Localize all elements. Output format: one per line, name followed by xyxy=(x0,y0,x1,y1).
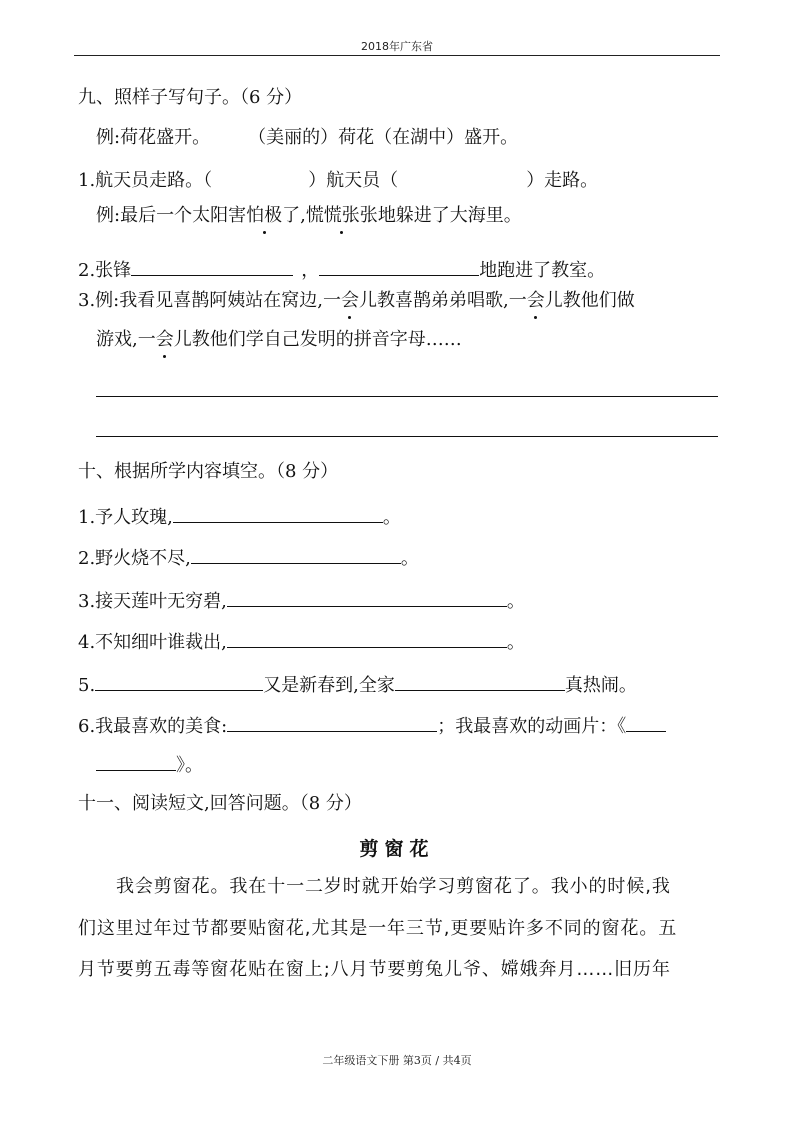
answer-blank-9-2b[interactable] xyxy=(319,255,479,276)
section-11-heading: 十一、阅读短文,回答问题。（8 分） xyxy=(78,793,362,814)
example-1-rewritten: （美丽的）荷花（在湖中）盛开。 xyxy=(248,127,519,148)
answer-blank-9-2a[interactable] xyxy=(131,255,293,276)
example-1-prefix: 例:荷花盛开。 xyxy=(96,127,211,148)
question-9-3-text-d: 游戏, xyxy=(96,329,138,350)
answer-blank-10-4[interactable] xyxy=(227,627,507,648)
header-rule xyxy=(74,55,720,56)
example-2 xyxy=(96,204,522,228)
section-9-heading: 九、照样子写句子。（6 分） xyxy=(78,87,303,108)
question-10-6-text-c: 》。 xyxy=(176,755,203,776)
question-10-6-cont xyxy=(96,750,203,778)
question-10-6-text-a: 6.我最喜欢的美食: xyxy=(78,716,228,737)
example-2-dotted-2: 慌慌张张 xyxy=(305,205,378,226)
story-line-1: 我会剪窗花。我在十一二岁时就开始学习剪窗花了。我小的时候,我 xyxy=(116,876,671,897)
question-10-5-text-c: 真热闹。 xyxy=(564,675,637,696)
question-9-1-text-a: 1.航天员走路。（ xyxy=(78,170,213,191)
story-line-3: 月节要剪五毒等窗花贴在窗上;八月节要剪兔儿爷、嫦娥奔月……旧历年 xyxy=(78,959,671,980)
answer-blank-10-2[interactable] xyxy=(191,543,401,564)
example-1 xyxy=(96,126,518,150)
example-2-post: 地躲进了大海里。 xyxy=(377,205,522,226)
question-9-3-text-b: 教喜鹊弟弟唱歌, xyxy=(376,290,509,311)
question-10-2-text: 2.野火烧不尽, xyxy=(78,548,191,569)
question-10-5-text-a: 5. xyxy=(78,675,96,696)
writing-line-2[interactable] xyxy=(96,436,718,437)
example-2-pre: 例:最后一个太阳 xyxy=(96,205,229,226)
answer-blank-10-6b[interactable] xyxy=(626,711,666,732)
question-9-3-dotted-1: 一会儿 xyxy=(322,290,377,311)
question-9-3-line-1 xyxy=(78,289,635,313)
answer-blank-10-3[interactable] xyxy=(227,586,507,607)
story-line-2: 们这里过年过节都要贴窗花,尤其是一年三节,更要贴许多不同的窗花。五 xyxy=(78,918,678,939)
answer-blank-10-6a[interactable] xyxy=(227,711,437,732)
question-9-1-text-b: ）航天员（ xyxy=(308,170,399,191)
example-2-mid: , xyxy=(300,205,306,226)
question-10-1-end: 。 xyxy=(382,507,401,528)
question-10-1-text: 1.予人玫瑰, xyxy=(78,507,173,528)
question-9-3-dotted-2: 一会儿 xyxy=(508,290,563,311)
question-9-2-text-b: ， xyxy=(301,260,320,281)
question-9-3-text-e: 教他们学自己发明的拼音字母…… xyxy=(191,329,462,350)
answer-blank-10-1[interactable] xyxy=(173,502,383,523)
question-9-2 xyxy=(78,255,605,283)
question-9-2-text-c: 地跑进了教室。 xyxy=(479,260,606,281)
example-2-dotted-1: 害怕极了 xyxy=(228,205,301,226)
page-footer: 二年级语文下册 第3页 / 共4页 xyxy=(322,1054,472,1067)
question-9-3-dotted-3: 一会儿 xyxy=(137,329,192,350)
question-10-4-end: 。 xyxy=(506,632,525,653)
question-10-6 xyxy=(78,711,666,739)
question-10-3 xyxy=(78,586,525,614)
question-10-2 xyxy=(78,543,419,571)
question-10-3-text: 3.接天莲叶无穷碧, xyxy=(78,591,227,612)
question-9-3-text-c: 教他们做 xyxy=(562,290,635,311)
answer-blank-10-5a[interactable] xyxy=(95,670,263,691)
writing-line-1[interactable] xyxy=(96,396,718,397)
question-9-1-text-c: ）走路。 xyxy=(526,170,599,191)
question-9-2-text-a: 2.张锋 xyxy=(78,260,132,281)
question-10-3-end: 。 xyxy=(506,591,525,612)
question-10-2-end: 。 xyxy=(400,548,419,569)
answer-blank-10-6c[interactable] xyxy=(96,750,176,771)
section-10-heading: 十、根据所学内容填空。（8 分） xyxy=(78,461,339,482)
question-10-1 xyxy=(78,502,401,530)
question-9-3-text-a: 3.例:我看见喜鹊阿姨站在窝边, xyxy=(78,290,323,311)
page-header: 2018年广东省 xyxy=(361,40,433,53)
question-10-4-text: 4.不知细叶谁裁出, xyxy=(78,632,227,653)
question-10-5-text-b: 又是新春到,全家 xyxy=(263,675,395,696)
question-10-6-text-b: ；我最喜欢的动画片：《 xyxy=(437,716,627,737)
answer-blank-10-5b[interactable] xyxy=(395,670,565,691)
story-title: 剪窗花 xyxy=(359,838,435,860)
question-10-5 xyxy=(78,670,637,698)
question-9-1 xyxy=(78,169,598,193)
question-10-4 xyxy=(78,627,525,655)
question-9-3-line-2 xyxy=(96,328,462,352)
